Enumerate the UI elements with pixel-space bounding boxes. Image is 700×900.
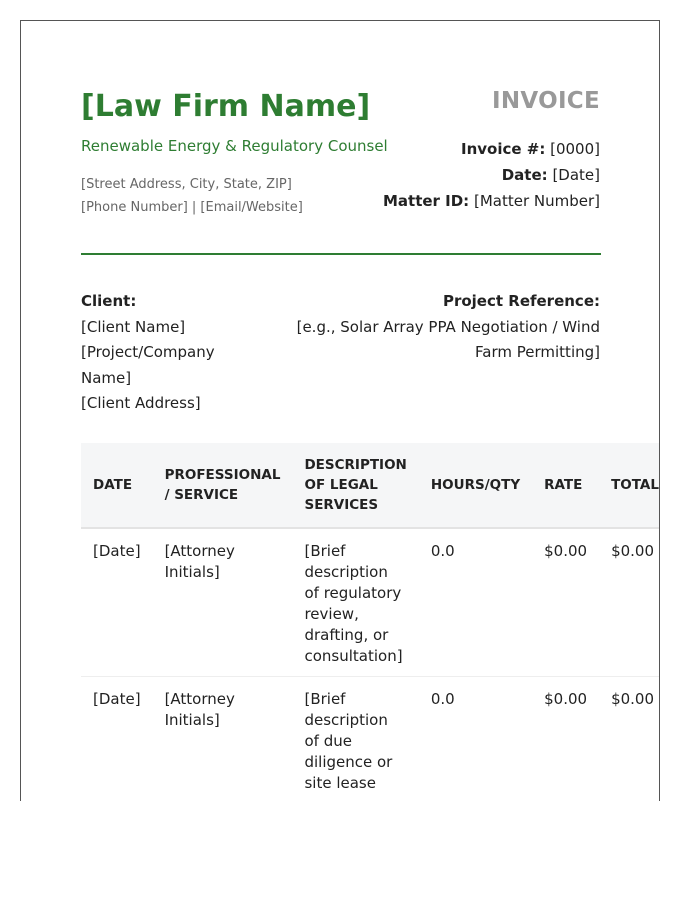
header-divider [81, 253, 601, 255]
client-block [81, 289, 241, 417]
line-items-table [81, 443, 660, 801]
row-date: [Date] [81, 677, 153, 802]
invoice-number-value: [0000] [550, 140, 600, 158]
project-reference-label: Project Reference: [442, 292, 600, 310]
project-block [255, 289, 600, 366]
invoice-sheet [20, 20, 660, 801]
row-total: $0.00 [599, 528, 660, 677]
row-professional: [Attorney Initials] [153, 677, 293, 802]
firm-name: [Law Firm Name] [81, 89, 371, 124]
firm-tagline: Renewable Energy & Regulatory Counsel [81, 137, 388, 155]
table-row [81, 677, 660, 802]
row-rate: $0.00 [532, 677, 599, 802]
matter-id-label: Matter ID: [382, 192, 470, 210]
firm-contact: [Phone Number] | [Email/Website] [81, 200, 303, 215]
row-description: [Brief description of due diligence or site lease [292, 677, 418, 802]
invoice-date-value: [Date] [552, 166, 600, 184]
client-label: Client: [81, 292, 137, 310]
firm-address: [Street Address, City, State, ZIP] [81, 177, 292, 192]
invoice-date [502, 166, 600, 184]
invoice-number-label: Invoice #: [460, 140, 546, 158]
row-date: [Date] [81, 528, 153, 677]
matter-id-value: [Matter Number] [473, 192, 600, 210]
row-total: $0.00 [599, 677, 660, 802]
row-rate: $0.00 [532, 528, 599, 677]
invoice-date-label: Date: [501, 166, 548, 184]
row-professional: [Attorney Initials] [153, 528, 293, 677]
matter-id [383, 192, 600, 210]
client-company: [Project/Company Name] [81, 343, 215, 387]
row-description: [Brief description of regulatory review, drafting, or consultation] [292, 528, 418, 677]
invoice-title: INVOICE [491, 88, 600, 114]
client-address: [Client Address] [81, 394, 201, 412]
header-description: DESCRIPTION OF LEGAL SERVICES [292, 443, 418, 528]
header-date: DATE [81, 443, 153, 528]
header-rate: RATE [532, 443, 599, 528]
row-hours: 0.0 [419, 528, 532, 677]
row-hours: 0.0 [419, 677, 532, 802]
client-name: [Client Name] [81, 317, 186, 336]
table-row [81, 528, 660, 677]
table-header-row [81, 443, 660, 528]
header-hours: HOURS/QTY [419, 443, 532, 528]
invoice-number [461, 140, 600, 158]
project-reference-value: [e.g., Solar Array PPA Negotiation / Wind Farm Permitting] [296, 317, 600, 361]
header-professional: PROFESSIONAL / SERVICE [153, 443, 293, 528]
header-total: TOTAL [599, 443, 660, 528]
